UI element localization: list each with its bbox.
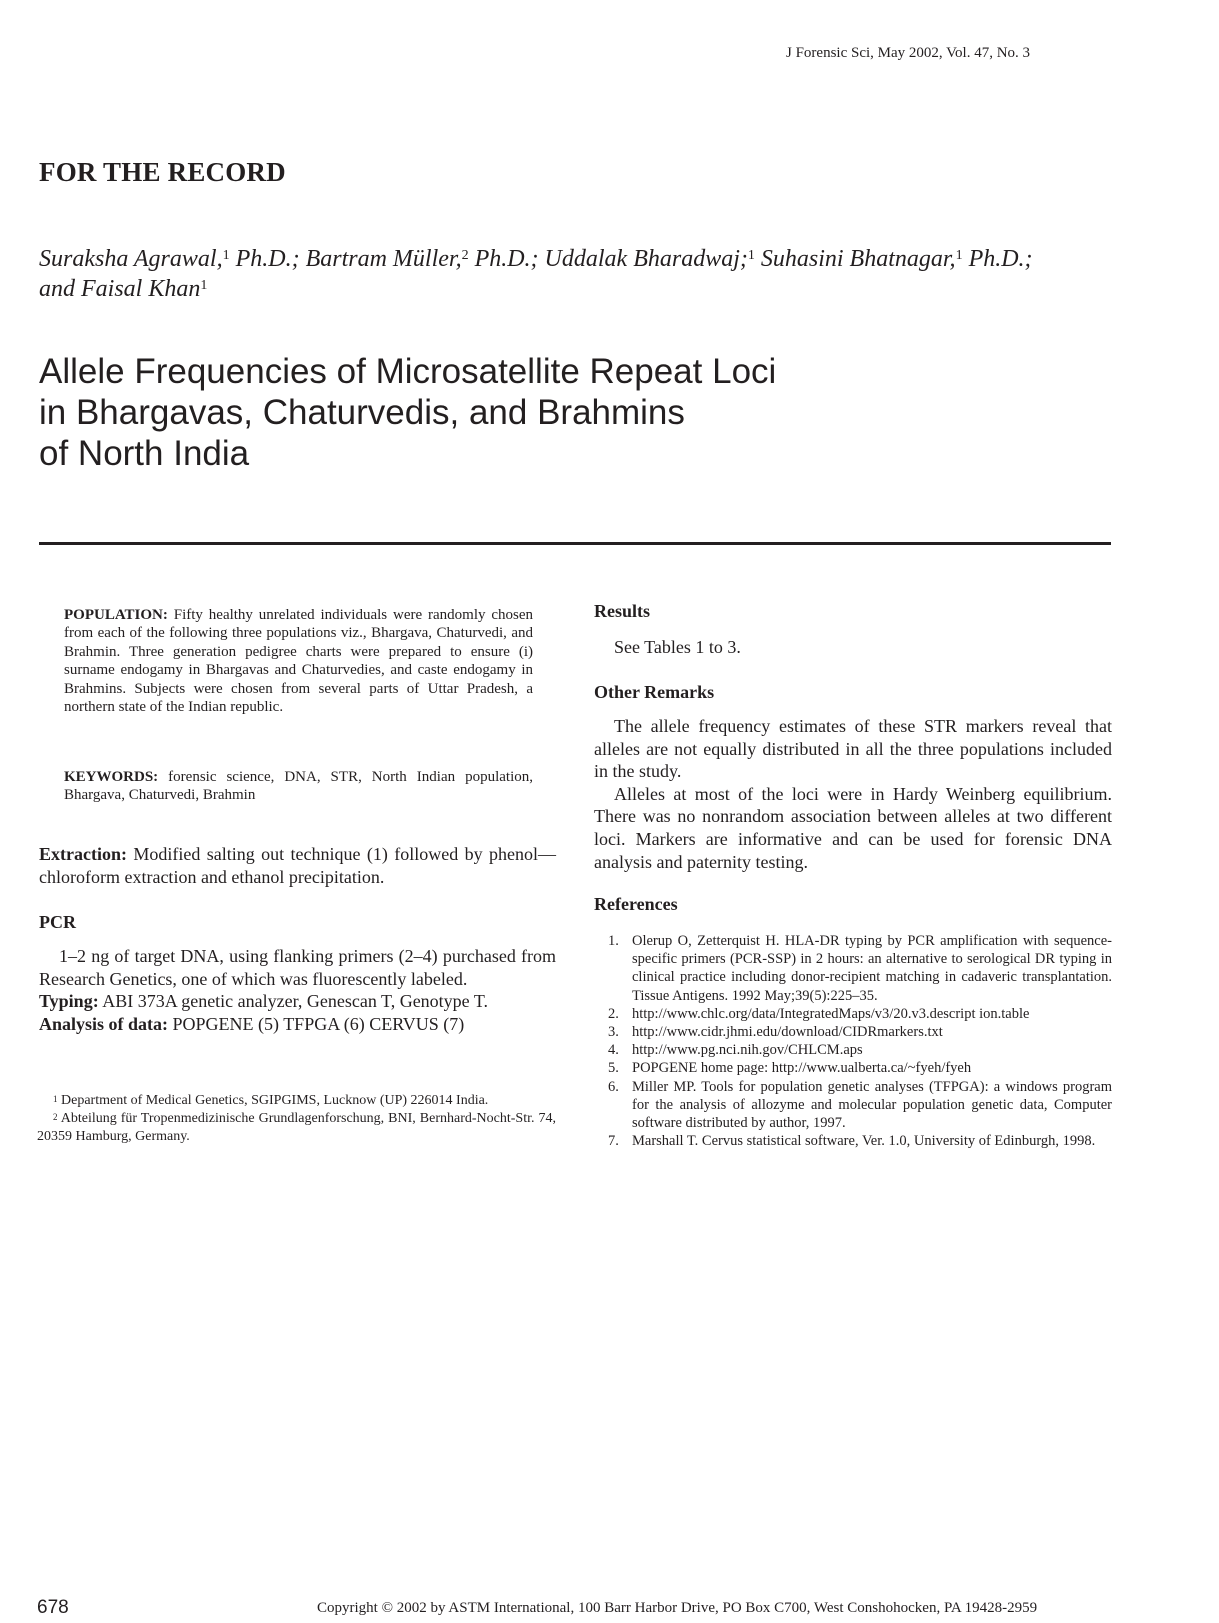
results-text: See Tables 1 to 3. [614,637,741,657]
author-degree: Ph.D.; [229,246,306,272]
author-name: Bartram Müller, [305,246,462,272]
methods-block [39,945,556,1035]
remarks-paragraph: Alleles at most of the loci were in Hardy Weinberg equilibrium. There was no nonrandom association between alleles at two different loci. Markers are informative and can be used for forensic DNA analysis and paternity testing. [594,783,1112,872]
title-divider [39,542,1111,545]
footnote [37,1092,556,1110]
footnotes [37,1092,556,1146]
journal-citation: J Forensic Sci, May 2002, Vol. 47, No. 3 [786,45,1031,61]
analysis-line [39,1013,556,1036]
reference-number: 1. [608,933,619,949]
reference-text: Marshall T. Cervus statistical software, Ver. 1.0, University of Edinburgh, 1998. [632,1133,1096,1150]
abstract-text: Fifty healthy unrelated individuals were randomly chosen from each of the following three populations viz., Bhargava, Chaturvedi, and Brahmin. Three generation pedigree charts were prepared to ensure (i) surname endogamy in Bhargavas and Chaturvedies, and caste endogamy in Brahmins. Subjects were chosen from several parts of Uttar Pradesh, a northern state of the Indian republic. [64,607,533,716]
affiliation-marker: 1 [955,248,963,263]
abstract-label: POPULATION: [64,607,168,623]
section-label: FOR THE RECORD [39,157,286,187]
reference-item [594,1059,1112,1077]
affiliation-marker: 1 [200,278,208,293]
reference-text: http://www.chlc.org/data/IntegratedMaps/v3/20.v3.descript ion.table [632,1005,1030,1022]
typing-label: Typing: [39,991,99,1011]
copyright-notice: Copyright © 2002 by ASTM International, 100 Barr Harbor Drive, PO Box C700, West Conshohocken, PA 19428-2959 [317,1600,1038,1616]
typing-line [39,990,556,1013]
reference-number: 4. [608,1042,619,1059]
author-name: Suraksha Agrawal, [39,246,223,272]
extraction-label: Extraction: [39,844,127,864]
typing-text: ABI 373A genetic analyzer, Genescan T, Genotype T. [98,991,489,1011]
author-list [39,244,1069,304]
author-degree: Ph.D.; and [39,246,1033,302]
title-line: of North India [39,434,250,473]
reference-item [594,1023,1112,1041]
author-name: Faisal Khan [81,276,201,302]
reference-text: http://www.pg.nci.nih.gov/CHLCM.aps [632,1042,863,1059]
author-degree: Ph.D.; [468,246,545,272]
pcr-text: 1–2 ng of target DNA, using flanking primers (2–4) purchased from Research Genetics, one of which was fluorescently labeled. [39,946,556,989]
page-number: 678 [37,1597,69,1618]
other-remarks-heading: Other Remarks [594,682,715,702]
footnote-marker: 1 [53,1094,58,1104]
remarks-paragraph: The allele frequency estimates of these STR markers reveal that alleles are not equally distributed in all the three populations included in the study. [594,716,1112,782]
footnote [37,1110,556,1146]
reference-item [594,1078,1112,1133]
reference-number: 2. [608,1005,619,1022]
abstract [64,606,533,716]
reference-item [594,1005,1112,1023]
reference-text: Miller MP. Tools for population genetic analyses (TFPGA): a windows program for the analysis of allozyme and molecular population genetic data, Computer software distributed by author, 1997. [632,1078,1112,1132]
reference-number: 7. [608,1133,619,1150]
reference-number: 3. [608,1024,619,1041]
reference-text: http://www.cidr.jhmi.edu/download/CIDRmarkers.txt [632,1024,943,1041]
author-name: Suhasini Bhatnagar, [760,246,956,272]
other-remarks-body [594,715,1112,873]
reference-number: 5. [608,1060,619,1077]
pcr-heading: PCR [39,912,76,932]
affiliation-marker: 1 [222,248,230,263]
extraction-paragraph [39,843,556,888]
references-heading: References [594,894,678,914]
footnote-text: Abteilung für Tropenmedizinische Grundlagenforschung, BNI, Bernhard-Nocht-Str. 74, 20359 Hamburg, Germany. [37,1111,556,1144]
title-line: in Bhargavas, Chaturvedis, and Brahmins [39,393,685,432]
title-line: Allele Frequencies of Microsatellite Repeat Loci [39,352,777,391]
affiliation-marker: 1 [747,248,755,263]
reference-item [594,932,1112,1005]
keywords-label: KEYWORDS: [64,769,159,785]
analysis-label: Analysis of data: [39,1013,169,1034]
analysis-text: POPGENE (5) TFPGA (6) CERVUS (7) [168,1013,465,1034]
results-heading: Results [594,601,651,621]
footnote-marker: 2 [53,1112,58,1122]
footnote-text: Department of Medical Genetics, SGIPGIMS, Lucknow (UP) 226014 India. [57,1093,489,1108]
author-name: Uddalak Bharadwaj; [544,246,748,272]
keywords-text: forensic science, DNA, STR, North Indian population, Bhargava, Chaturvedi, Brahmin [64,769,533,804]
affiliation-marker: 2 [461,248,469,263]
reference-item [594,1132,1112,1150]
reference-number: 6. [608,1078,619,1095]
extraction-text: Modified salting out technique (1) followed by phenol—chloroform extraction and ethanol precipitation. [39,844,556,887]
reference-list [594,932,1112,1150]
reference-text: POPGENE home page: http://www.ualberta.ca/~fyeh/fyeh [632,1060,972,1077]
reference-text: Olerup O, Zetterquist H. HLA-DR typing by PCR amplification with sequence-specific primers (PCR-SSP) in 2 hours: an alternative to serological DR typing in clinical practice including donor-recipient matching in cadaveric transplantation. Tissue Antigens. 1992 May;39(5):225–35. [632,933,1112,1004]
reference-item [594,1041,1112,1059]
keywords [64,768,533,805]
article-title [39,351,859,474]
